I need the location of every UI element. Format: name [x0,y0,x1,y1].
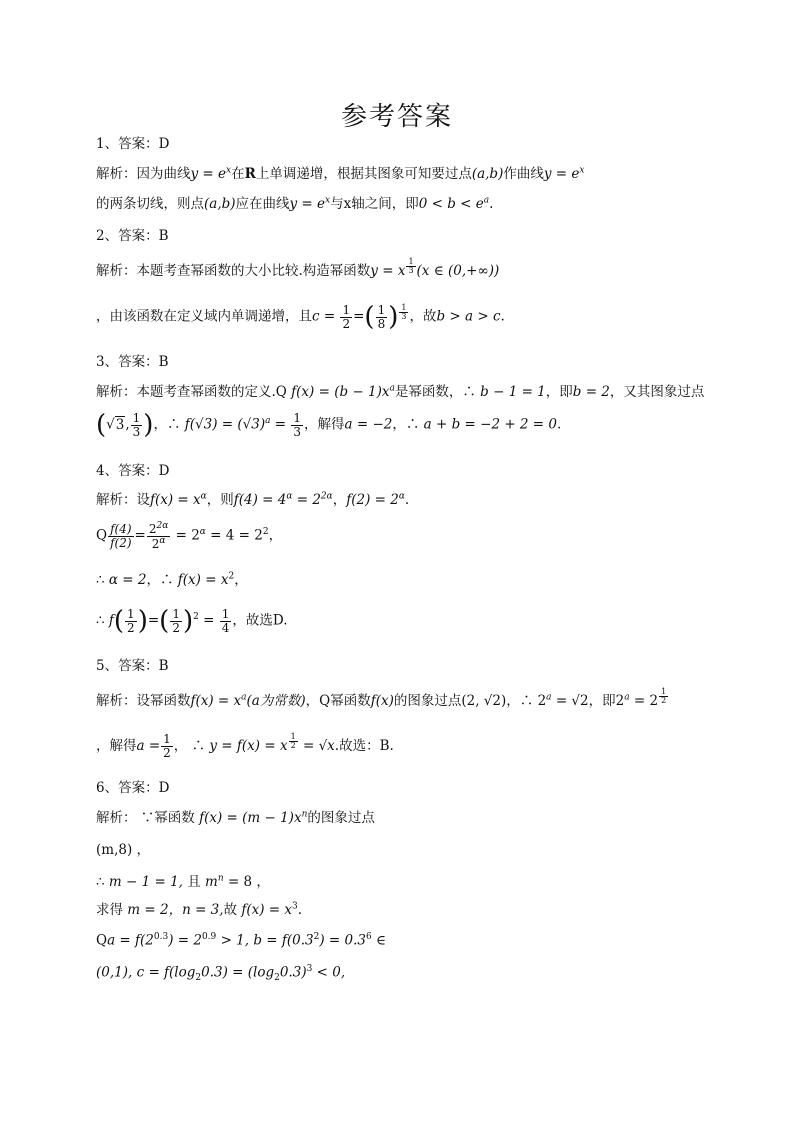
q2-explanation-line2: ，由该函数在定义域内单调递增，且c = $\frac{1}{2}$ =( $\frac{1}{8}$ ) $^{\frac{1}{3}}$ ，故b > a > c. [96,302,505,332]
q4-explanation-line3: ∴ α = 2，∴ $f(x) = x^2$， [96,571,248,588]
q5-explanation-line2: ，解得a = $\frac{1}{2}$ ， ∴ y = f(x) = x $^{\frac{1}{2}}$ = √x.故选：B. [96,732,394,760]
q6-explanation-line4: 求得 m = 2，n = 3,故 $f(x) = x^3$. [96,901,303,918]
q6-explanation-line2: (m,8) ， [96,842,151,858]
q4-explanation-line4: ∴ f( $\frac{1}{2}$ )=( $\frac{1}{2}$ )$^2$ = $\frac{1}{4}$ ，故选D. [96,606,288,636]
q2-explanation-line1: 解析：本题考查幂函数的大小比较.构造幂函数y = x $^{\frac{1}{3}}$ (x ∈ (0,+∞)) [96,257,500,279]
q4-answer: 4、答案：D [96,463,170,479]
q6-explanation-line6: (0,1), $c = f(\log_20.3) = (\log_20.3)^3 < 0$, [96,964,346,984]
q5-explanation-line1: 解析：设幂函数$f(x) = x^a(a$为常数)，Q幂函数f(x)的图象过点(2, √2)，∴ 2$^a$ = √2，即2$^a$ = 2 $^{\frac{1}{2}}$ [96,687,667,709]
q1-explanation-line1: 解析：因为曲线$y = e^x$在R上单调递增，根据其图象可知要过点(a,b)作曲线$y = e^x$ [96,165,585,182]
q1-explanation-line2: 的两条切线，则点(a,b)应在曲线$y = e^x$与x轴之间，即$0 < b < e^a$. [96,195,494,212]
q3-answer: 3、答案：B [96,354,169,370]
q4-explanation-line1: 解析：设$f(x) = x^\alpha$，则$f(4) = 4^\alpha = 2^{2\alpha}$，$f(2) = 2^\alpha$. [96,491,410,508]
q3-explanation-line1: 解析：本题考查幂函数的定义.Q $f(x) = (b - 1)x^a$是幂函数，∴ b − 1 = 1，即b = 2，又其图象过点 [96,383,705,400]
q3-explanation-line2: (√3, $\frac{1}{3}$ )，∴ $f(√3) = (√3)^a$ = $\frac{1}{3}$ ，解得a = −2，∴ a + b = −2 + 2 = 0. [96,410,562,440]
q4-explanation-line2: Q $\frac{f(4)}{f(2)}$ = $\frac{2^{2\alpha}}{2^\alpha}$ = $2^\alpha = 4 = 2^2$， [96,521,283,551]
page-title: 参考答案 [340,102,453,132]
q5-answer: 5、答案：B [96,658,169,674]
q1-answer: 1、答案：D [96,136,170,152]
q6-explanation-line3: ∴ m − 1 = 1, 且 $m^n = 8$ ， [96,873,270,890]
q6-explanation-line5: $Qa = f(2^{0.3}) = 2^{0.9} > 1$, $b = f(0.3^2) = 0.3^6$ ∈ [96,932,387,949]
q6-answer: 6、答案：D [96,780,170,796]
q2-answer: 2、答案：B [96,228,169,244]
q6-explanation-line1: 解析： ∵幂函数 $f(x) = (m - 1)x^n$的图象过点 [96,809,375,826]
